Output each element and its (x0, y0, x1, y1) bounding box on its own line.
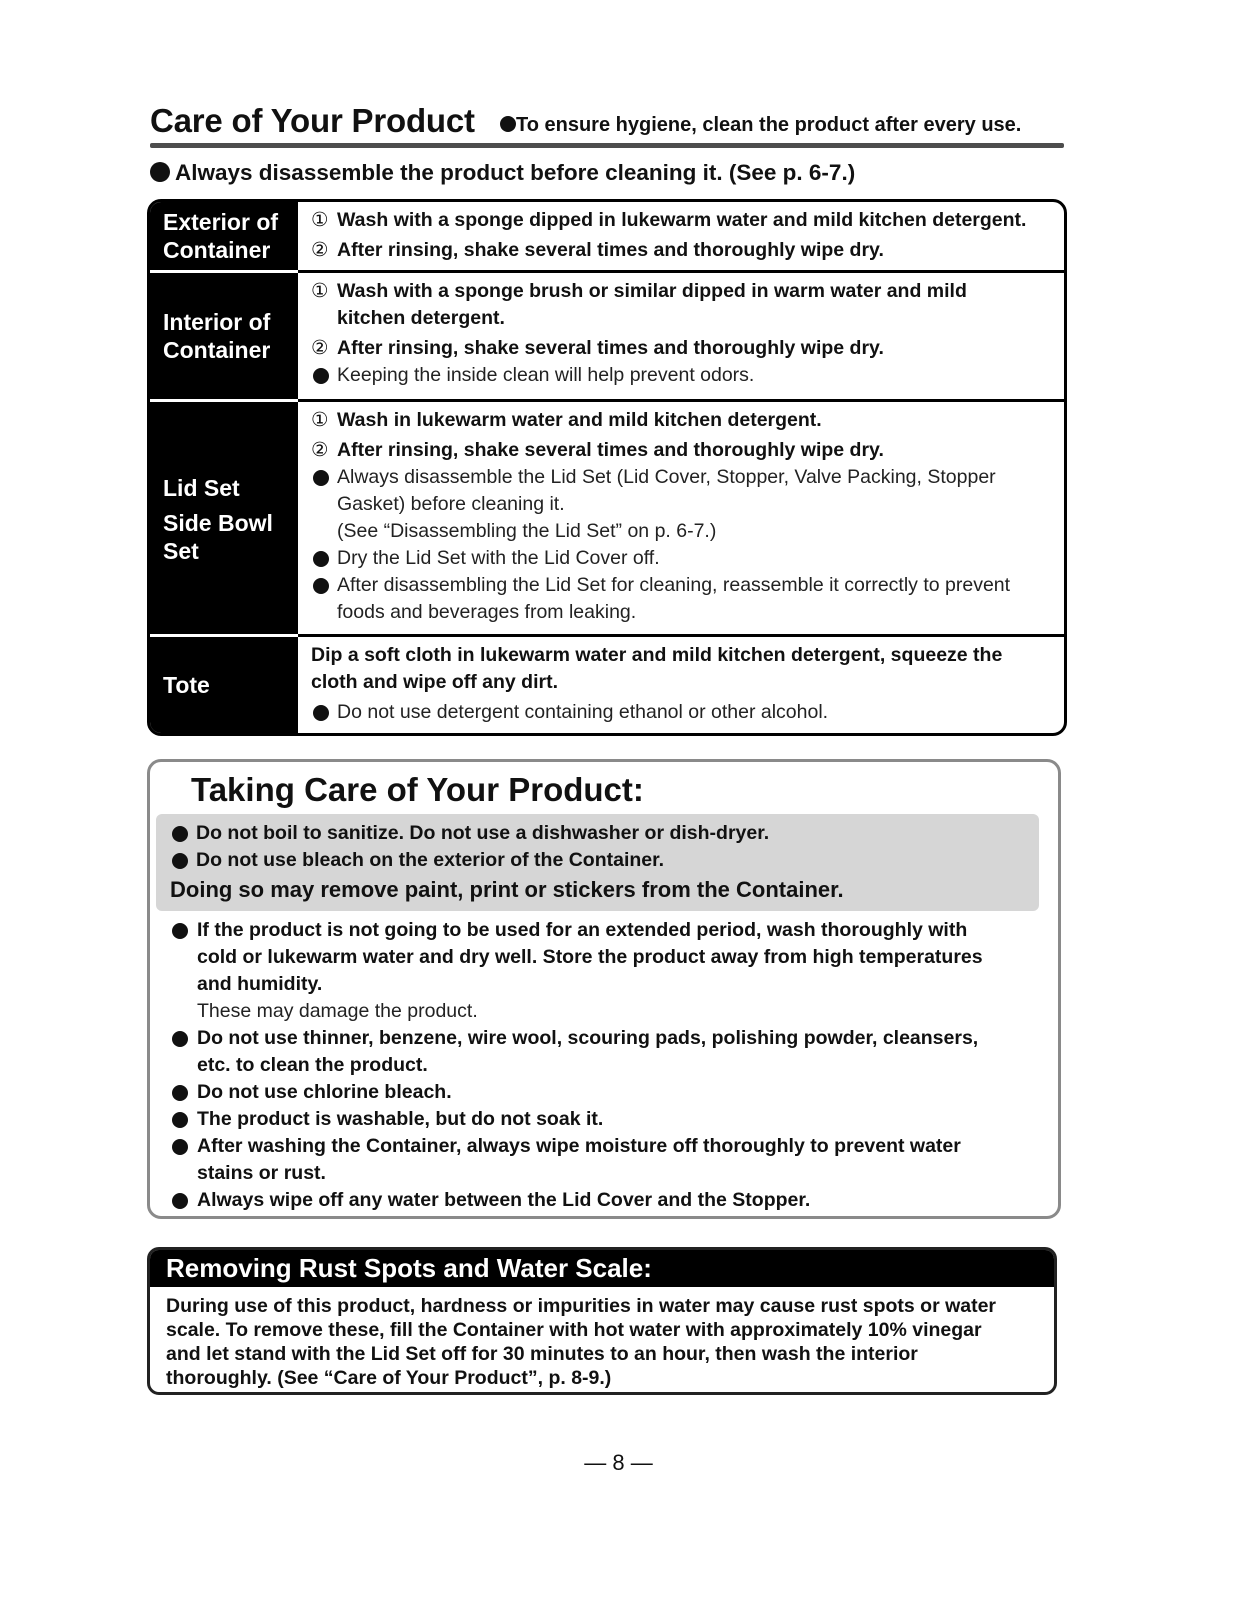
note-text: After disassembling the Lid Set for cleaning, reassemble it correctly to prevent (337, 574, 1011, 596)
bullet-icon (313, 578, 329, 594)
rust-line: During use of this product, hardness or impurities in water may cause rust spots or water (166, 1295, 997, 1317)
step-line (311, 437, 1058, 464)
list-text: Do not use chlorine bleach. (197, 1081, 452, 1103)
step-text: Wash in lukewarm water and mild kitchen detergent. (337, 409, 822, 431)
rust-line: thoroughly. (See “Care of Your Product”, p. 8-9.) (166, 1367, 612, 1389)
step-number: ① (311, 280, 329, 302)
list-text: After washing the Container, always wipe moisture off thoroughly to prevent water (197, 1135, 961, 1157)
highlight-text: Do not use bleach on the exterior of the Container. (196, 849, 665, 871)
list-text: The product is washable, but do not soak it. (197, 1108, 604, 1130)
list-text: cold or lukewarm water and dry well. Store the product away from high temperatures (197, 946, 983, 968)
step-line (311, 305, 1058, 332)
step-number: ② (311, 439, 329, 461)
note-line (311, 464, 1058, 491)
step-line (311, 669, 1058, 696)
list-text: stains or rust. (197, 1162, 326, 1184)
row-label-line: Container (163, 337, 271, 363)
list-text: Do not use thinner, benzene, wire wool, scouring pads, polishing powder, cleansers, (197, 1027, 979, 1049)
list-item (170, 971, 1028, 998)
header-rule (150, 143, 1064, 148)
row-label-line: Set (163, 538, 199, 564)
list-item (170, 917, 1028, 944)
bullet-icon (313, 551, 329, 567)
row-label-line: Lid Set (163, 475, 240, 501)
bullet-icon (313, 470, 329, 486)
list-text: Always wipe off any water between the Lid Cover and the Stopper. (197, 1189, 811, 1211)
bullet-icon (313, 368, 329, 384)
step-text: Wash with a sponge dipped in lukewarm water and mild kitchen detergent. (337, 209, 1027, 231)
note-text: Always disassemble the Lid Set (Lid Cover, Stopper, Valve Packing, Stopper (337, 466, 996, 488)
list-item (170, 1106, 1028, 1133)
page-header (150, 102, 1064, 142)
list-text: etc. to clean the product. (197, 1054, 428, 1076)
bullet-icon (172, 853, 188, 869)
highlight-text: Do not boil to sanitize. Do not use a dishwasher or dish-dryer. (196, 822, 770, 844)
note-text: Do not use detergent containing ethanol or other alcohol. (337, 701, 829, 723)
care-row-interior (150, 273, 1064, 399)
step-line (311, 278, 1058, 305)
rust-body (166, 1294, 1040, 1390)
list-item (170, 1187, 1028, 1214)
step-line (311, 207, 1058, 234)
care-row-tote (150, 637, 1064, 733)
note-text: Gasket) before cleaning it. (337, 493, 565, 515)
step-number: ② (311, 239, 329, 261)
step-line (311, 335, 1058, 362)
step-text: After rinsing, shake several times and thoroughly wipe dry. (337, 337, 884, 359)
row-label-line: Interior of (163, 309, 271, 335)
row-body (311, 278, 1058, 389)
page-title: Care of Your Product (150, 102, 475, 139)
note-line (311, 572, 1058, 599)
header-note-text: To ensure hygiene, clean the product after every use. (516, 114, 1022, 136)
taking-care-title: Taking Care of Your Product: (191, 771, 644, 808)
bullet-icon (313, 705, 329, 721)
step-line (311, 642, 1058, 669)
note-line (311, 545, 1058, 572)
taking-care-highlight (156, 814, 1039, 911)
bullet-icon (500, 116, 516, 132)
rust-line: scale. To remove these, fill the Container with hot water with approximately 10% vinegar (166, 1319, 982, 1341)
bullet-icon (172, 1112, 188, 1128)
note-line (311, 491, 1058, 518)
row-label-line: Exterior of (163, 209, 279, 235)
note-text: Keeping the inside clean will help prevent odors. (337, 364, 755, 386)
care-row-exterior (150, 202, 1064, 270)
intro-note (150, 160, 855, 186)
row-label (150, 273, 298, 399)
highlight-line (170, 820, 1029, 847)
page-number: — 8 — (584, 1450, 653, 1475)
step-text: After rinsing, shake several times and thoroughly wipe dry. (337, 239, 884, 261)
care-table (147, 199, 1067, 736)
bullet-icon (172, 1193, 188, 1209)
row-label-line: Side Bowl (163, 510, 273, 536)
list-item (170, 1079, 1028, 1106)
step-line (311, 237, 1058, 264)
step-number: ② (311, 337, 329, 359)
taking-care-box (147, 759, 1061, 1219)
row-label (150, 637, 298, 733)
step-number: ① (311, 209, 329, 231)
step-number: ① (311, 409, 329, 431)
taking-care-list (170, 917, 1028, 1214)
bullet-icon (172, 826, 188, 842)
step-text: After rinsing, shake several times and thoroughly wipe dry. (337, 439, 884, 461)
rust-box (147, 1247, 1057, 1395)
highlight-line (170, 847, 1029, 874)
row-body (311, 207, 1058, 264)
rust-title: Removing Rust Spots and Water Scale: (150, 1250, 1054, 1287)
note-line (311, 518, 1058, 545)
list-item (170, 1160, 1028, 1187)
list-item (170, 944, 1028, 971)
note-line (311, 362, 1058, 389)
row-body (311, 642, 1058, 726)
list-item (170, 1052, 1028, 1079)
list-item (170, 1133, 1028, 1160)
bullet-icon (172, 1031, 188, 1047)
step-line (311, 407, 1058, 434)
bullet-icon (172, 1085, 188, 1101)
rust-line: and let stand with the Lid Set off for 30 minutes to an hour, then wash the interior (166, 1343, 918, 1365)
note-line (311, 699, 1058, 726)
step-text: cloth and wipe off any dirt. (311, 671, 559, 693)
note-line (311, 599, 1058, 626)
note-text: Dry the Lid Set with the Lid Cover off. (337, 547, 660, 569)
row-label-line: Container (163, 237, 271, 263)
step-text: Wash with a sponge brush or similar dipped in warm water and mild (337, 280, 967, 302)
list-item (170, 998, 1028, 1025)
row-body (311, 407, 1058, 626)
note-text: foods and beverages from leaking. (337, 601, 637, 623)
bullet-icon (172, 923, 188, 939)
care-row-lid-set (150, 402, 1064, 634)
highlight-warning: Doing so may remove paint, print or stickers from the Container. (170, 877, 844, 902)
list-item (170, 1025, 1028, 1052)
intro-text: Always disassemble the product before cleaning it. (See p. 6-7.) (175, 160, 856, 185)
list-text: If the product is not going to be used for an extended period, wash thoroughly with (197, 919, 968, 941)
step-text: kitchen detergent. (337, 307, 505, 329)
list-text: and humidity. (197, 973, 323, 995)
bullet-icon (172, 1139, 188, 1155)
step-text: Dip a soft cloth in lukewarm water and mild kitchen detergent, squeeze the (311, 644, 1003, 666)
note-text: (See “Disassembling the Lid Set” on p. 6-7.) (337, 520, 717, 542)
bullet-icon (150, 162, 170, 182)
row-label (150, 202, 298, 270)
row-label-line: Tote (163, 672, 210, 698)
header-note (500, 114, 1021, 137)
list-text: These may damage the product. (197, 1000, 478, 1022)
row-label (150, 402, 298, 634)
